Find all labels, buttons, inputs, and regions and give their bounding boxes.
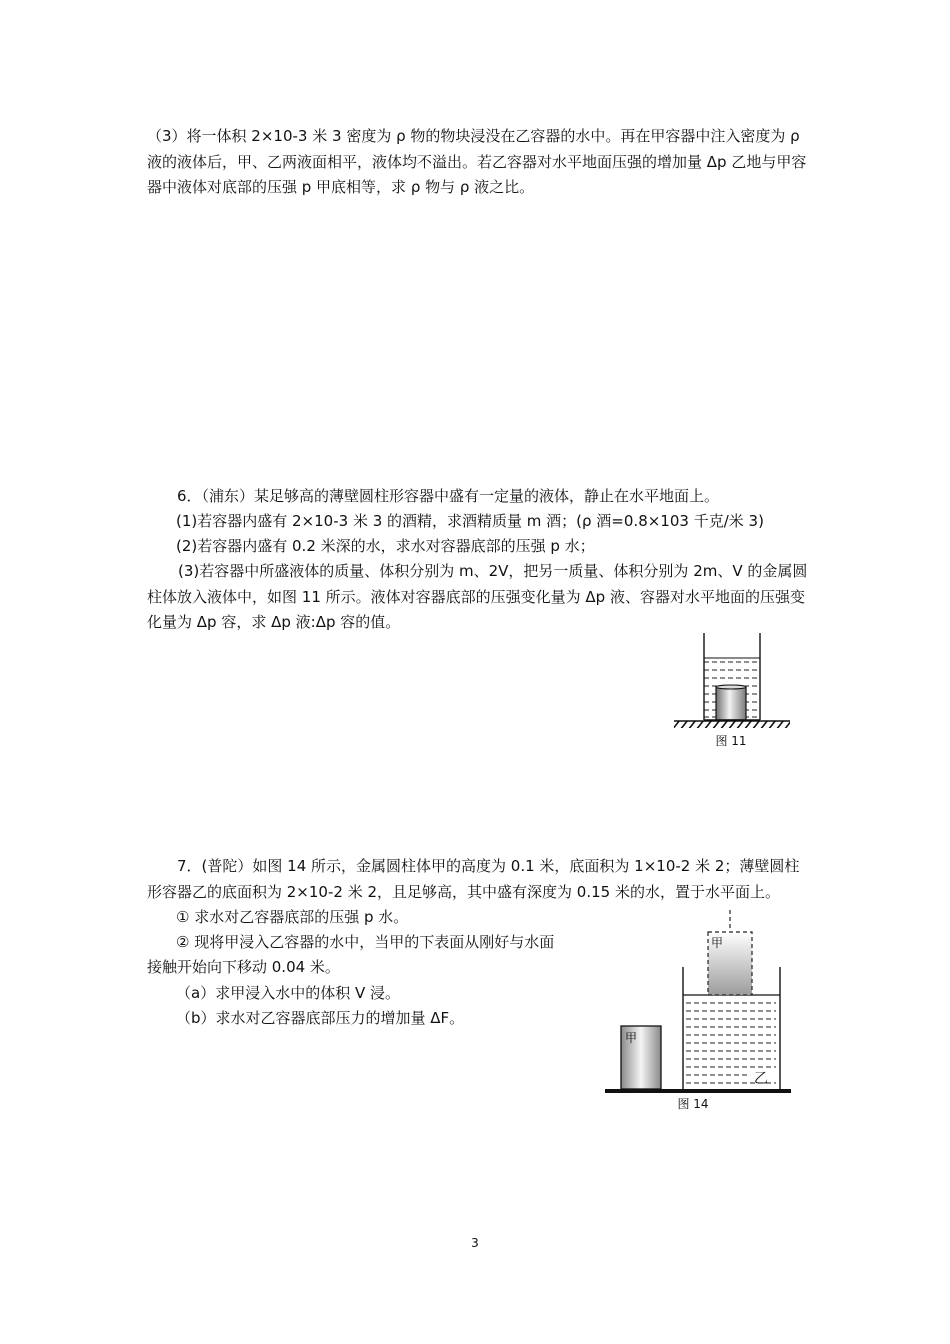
figure-14-caption: 图 14: [677, 1097, 709, 1111]
page-number: 3: [471, 1236, 479, 1250]
label-yi: 乙: [754, 1071, 768, 1087]
q6-part3: (3)若容器中所盛液体的质量、体积分别为 m、2V，把另一质量、体积分别为 2m、V 的金属圆柱体放入液体中，如图 11 所示。液体对容器底部的压强变化量为 Δp 液、容器对水平地面的压强变化量为 Δp 容，求 Δp 液:Δp 容的值。: [147, 562, 808, 631]
metal-cylinder: [716, 687, 746, 720]
ground-hatch: [674, 721, 790, 728]
q5-part3-text: （3）将一体积 2×10-3 米 3 密度为 ρ 物的物块浸没在乙容器的水中。再在甲容器中注入密度为 ρ 液的液体后，甲、乙两液面相平，液体均不溢出。若乙容器对水平地面压强的增加量 Δp 乙地与甲容器中液体对底部的压强 p 甲底相等，求 ρ 物与 ρ 液之比。: [147, 127, 807, 196]
q7-sub-b: （b）求水对乙容器底部压力的增加量 ΔF。: [176, 1009, 465, 1027]
figure-11: [672, 630, 794, 755]
q7-stem: 7．(普陀）如图 14 所示，金属圆柱体甲的高度为 0.1 米，底面积为 1×10-2 米 2；薄壁圆柱形容器乙的底面积为 2×10-2 米 2，且足够高，其中盛有深度为 0.15 米的水，置于水平面上。: [147, 857, 800, 901]
q6-part2: (2)若容器内盛有 0.2 米深的水，求水对容器底部的压强 p 水；: [176, 537, 595, 555]
q7-sub-a: （a）求甲浸入水中的体积 V 浸。: [176, 984, 400, 1002]
ground-line: [605, 1089, 791, 1093]
q6-stem: 6．（浦东）某足够高的薄壁圆柱形容器中盛有一定量的液体，静止在水平地面上。: [177, 487, 720, 505]
label-jia-raised: 甲: [711, 936, 724, 950]
q6-part1: (1)若容器内盛有 2×10-3 米 3 的酒精，求酒精质量 m 酒；(ρ 酒=0.8×103 千克/米 3): [176, 512, 764, 530]
cylinder-top: [716, 685, 746, 689]
q7-item1: ① 求水对乙容器底部的压强 p 水。: [176, 908, 409, 926]
figure-14: [600, 905, 800, 1120]
label-jia: 甲: [625, 1031, 638, 1045]
q7-item2-line2: 接触开始向下移动 0.04 米。: [147, 958, 340, 976]
figure-11-caption: 图 11: [715, 734, 747, 748]
q7-item2-line1: ② 现将甲浸入乙容器的水中，当甲的下表面从刚好与水面: [176, 933, 555, 951]
